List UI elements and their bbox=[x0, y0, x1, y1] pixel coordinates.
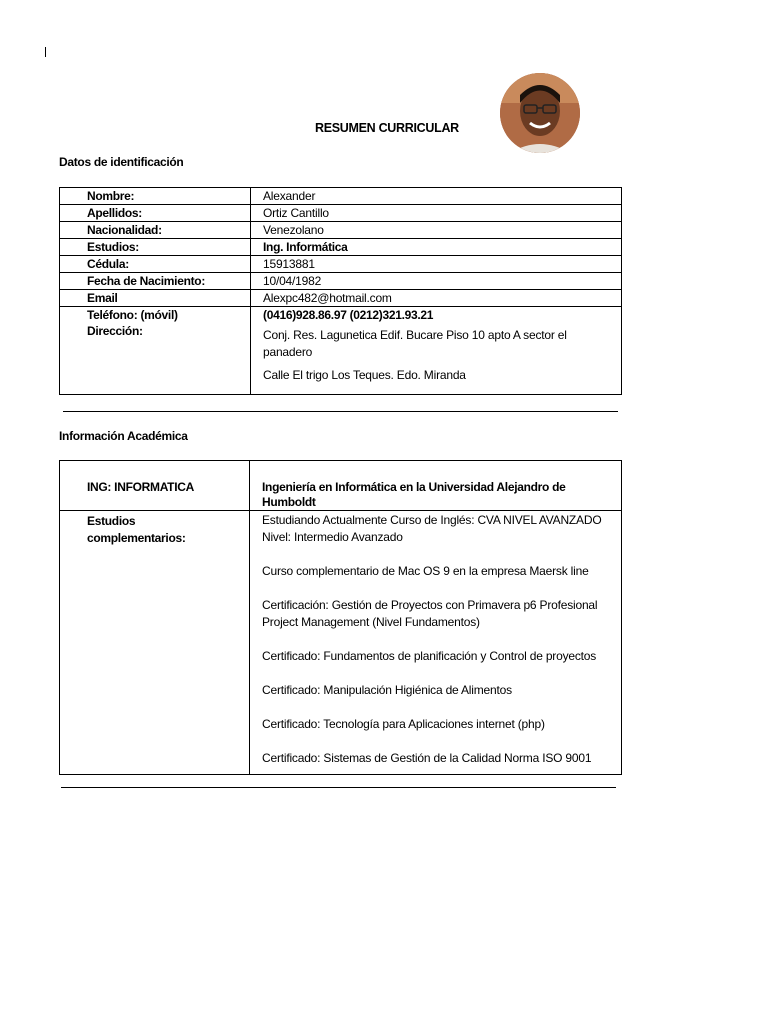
table-row bbox=[60, 461, 622, 511]
cedula-value: 15913881 bbox=[251, 256, 622, 273]
nacionalidad-label: Nacionalidad: bbox=[60, 222, 251, 239]
document-title: RESUMEN CURRICULAR bbox=[315, 121, 459, 135]
nacionalidad-value: Venezolano bbox=[251, 222, 622, 239]
nombre-label: Nombre: bbox=[60, 188, 251, 205]
list-item: Certificado: Sistemas de Gestión de la Calidad Norma ISO 9001 bbox=[262, 751, 592, 765]
section-heading-academic: Información Académica bbox=[59, 429, 188, 443]
estudios-value: Ing. Informática bbox=[251, 239, 622, 256]
contact-labels-cell bbox=[60, 307, 251, 395]
table-row bbox=[60, 222, 622, 239]
contact-values-cell bbox=[251, 307, 622, 395]
complementary-label: Estudios complementarios: bbox=[60, 511, 250, 775]
fecha-nacimiento-label: Fecha de Nacimiento: bbox=[60, 273, 251, 290]
table-row bbox=[60, 273, 622, 290]
list-item: Estudiando Actualmente Curso de Inglés: CVA NIVEL AVANZADO Nivel: Intermedio Avanzado bbox=[262, 513, 602, 544]
telefono-value: (0416)928.86.97 (0212)321.93.21 bbox=[263, 308, 434, 322]
direccion-label: Dirección: bbox=[87, 324, 143, 338]
nombre-value: Alexander bbox=[251, 188, 622, 205]
academic-table bbox=[59, 460, 622, 775]
cedula-label: Cédula: bbox=[60, 256, 251, 273]
complementary-list bbox=[250, 511, 622, 775]
estudios-label: Estudios: bbox=[60, 239, 251, 256]
identification-table bbox=[59, 187, 622, 395]
telefono-label: Teléfono: (móvil) bbox=[87, 308, 178, 322]
direccion-value-1: Conj. Res. Lagunetica Edif. Bucare Piso 10 apto A sector el panadero bbox=[263, 328, 567, 359]
direccion-value-2: Calle El trigo Los Teques. Edo. Miranda bbox=[263, 368, 466, 382]
table-row bbox=[60, 205, 622, 222]
table-row bbox=[60, 239, 622, 256]
table-row bbox=[60, 188, 622, 205]
table-row bbox=[60, 307, 622, 395]
fecha-nacimiento-value: 10/04/1982 bbox=[251, 273, 622, 290]
list-item: Curso complementario de Mac OS 9 en la empresa Maersk line bbox=[262, 564, 589, 578]
degree-label: ING: INFORMATICA bbox=[60, 461, 250, 511]
table-row bbox=[60, 290, 622, 307]
divider bbox=[61, 787, 616, 788]
degree-value: Ingeniería en Informática en la Universidad Alejandro de Humboldt bbox=[250, 461, 622, 511]
apellidos-value: Ortiz Cantillo bbox=[251, 205, 622, 222]
list-item: Certificado: Tecnología para Aplicaciones internet (php) bbox=[262, 717, 545, 731]
divider bbox=[63, 411, 618, 412]
list-item: Certificación: Gestión de Proyectos con Primavera p6 Profesional Project Management (Nivel Fundamentos) bbox=[262, 598, 598, 629]
table-row bbox=[60, 511, 622, 775]
table-row bbox=[60, 256, 622, 273]
list-item: Certificado: Manipulación Higiénica de Alimentos bbox=[262, 683, 512, 697]
section-heading-identification: Datos de identificación bbox=[59, 155, 184, 169]
email-value: Alexpc482@hotmail.com bbox=[251, 290, 622, 307]
profile-photo bbox=[500, 73, 580, 153]
email-label: Email bbox=[60, 290, 251, 307]
apellidos-label: Apellidos: bbox=[60, 205, 251, 222]
list-item: Certificado: Fundamentos de planificación y Control de proyectos bbox=[262, 649, 597, 663]
text-cursor bbox=[45, 47, 46, 57]
